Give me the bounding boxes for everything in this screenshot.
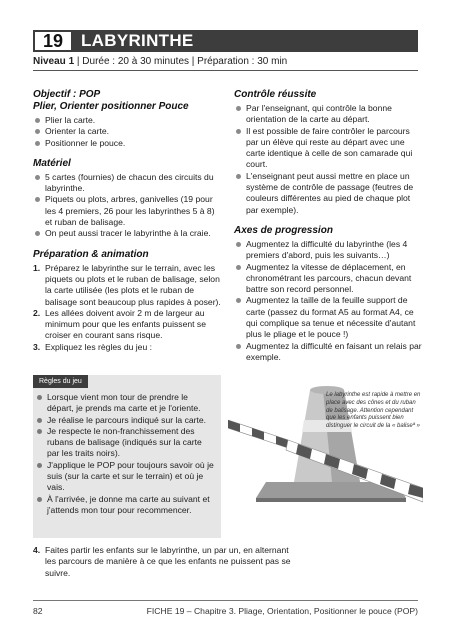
rules-box <box>33 375 221 538</box>
fiche-number: 19 <box>33 30 73 52</box>
step-text: Faites partir les enfants sur le labyrinthe, un par un, en alternant les parcours de manière à ce que les enfants ne puissent pas se suivre. <box>45 545 291 578</box>
objectif-subtitle: Plier, Orienter positionner Pouce <box>33 101 189 112</box>
right-column <box>234 89 422 363</box>
list-item: J'applique le POP pour toujours savoir où je suis (sur la carte et sur le terrain) et où je vais. <box>33 460 215 494</box>
footer-divider <box>33 600 418 601</box>
list-item: Augmentez la vitesse de déplacement, en chronométrant les parcours, chacun devant battre son record personnel. <box>234 262 422 296</box>
rules-label: Règles du jeu <box>33 375 88 388</box>
list-item: On peut aussi tracer le labyrinthe à la craie. <box>33 228 223 239</box>
list-item: À l'arrivée, je donne ma carte au suivant et j'attends mon tour pour recommencer. <box>33 494 215 517</box>
list-item: Positionner le pouce. <box>33 138 223 149</box>
rules-content <box>33 390 221 516</box>
list-item: Orienter la carte. <box>33 126 223 137</box>
materiel-title: Matériel <box>33 157 71 169</box>
list-item: Plier la carte. <box>33 115 223 126</box>
controle-list <box>234 103 422 216</box>
footer-chapter: FICHE 19 – Chapitre 3. Pliage, Orientation, Positionner le pouce (POP) <box>146 606 418 616</box>
preparation-steps-continued <box>33 545 293 579</box>
list-item: Je réalise le parcours indiqué sur la carte. <box>33 415 215 426</box>
level-label: Niveau 1 <box>33 56 75 67</box>
step-text: Expliquez les règles du jeu : <box>45 341 153 352</box>
progression-list <box>234 239 422 363</box>
illustration-caption: Le labyrinthe est rapide à mettre en place avec des cônes et du ruban de balisage. Attention cependant que les enfants puissent bien distinguer le circuit de la « baliseª » <box>326 392 421 430</box>
step-number: 4. <box>33 545 41 555</box>
left-column <box>33 89 223 353</box>
objectif-list <box>33 115 223 149</box>
preparation-title: Préparation & animation <box>33 248 149 260</box>
fiche-title: LABYRINTHE <box>81 31 194 50</box>
objectif-title: Objectif : POP <box>33 89 101 100</box>
step-number: 1. <box>33 262 41 273</box>
step-number: 3. <box>33 341 41 352</box>
list-item: Augmentez la difficulté en faisant un relais par exemple. <box>234 341 422 364</box>
list-item: Augmentez la difficulté du labyrinthe (les 4 premiers d'abord, puis les suivants…) <box>234 239 422 262</box>
progression-title: Axes de progression <box>234 224 333 236</box>
page-number: 82 <box>33 606 43 616</box>
fiche-header <box>33 30 418 52</box>
fiche-subheader <box>33 55 418 68</box>
step-text: Les allées doivent avoir 2 m de largeur au minimum pour que les enfants puissent se croiser en courant sans risque. <box>45 307 206 341</box>
step-item <box>33 263 223 308</box>
step-item <box>33 308 223 342</box>
controle-title: Contrôle réussite <box>234 89 317 100</box>
preparation-steps <box>33 263 223 353</box>
step-4 <box>33 543 293 579</box>
tape-back-icon <box>228 420 288 448</box>
list-item: Augmentez la taille de la feuille support de carte (passez du format A5 au format A4, ce qui complique sa tenue et nécessite d'autant plus le pliage et le pouce !) <box>234 295 422 340</box>
list-item: Il est possible de faire contrôler le parcours par un élève qui reste au départ avec une carte identique à celle de son camarade qui court. <box>234 126 422 171</box>
list-item: L'enseignant peut aussi mettre en place un système de contrôle de passage (feutres de couleurs différentes au pied de chaque plot par exemple). <box>234 171 422 216</box>
list-item: Par l'enseignant, qui contrôle la bonne orientation de la carte au départ. <box>234 103 422 126</box>
step-text: Préparez le labyrinthe sur le terrain, avec les piquets ou plots et le ruban de balisage, selon la carte utilisée (les plots et le ruban de balisage sont beaucoup plus rapides à poser). <box>45 262 221 307</box>
list-item: Je respecte le non-franchissement des rubans de balisage (indiqués sur la carte par les traits noirs). <box>33 426 215 460</box>
step-item <box>33 545 293 579</box>
rules-list <box>33 392 215 516</box>
materiel-list <box>33 172 223 240</box>
subheader-divider <box>33 70 418 71</box>
step-number: 2. <box>33 307 41 318</box>
list-item: Piquets ou plots, arbres, ganivelles (19 pour les 4 premiers, 26 pour les labyrinthes 5 à 8) et ruban de balisage. <box>33 194 223 228</box>
list-item: Lorsque vient mon tour de prendre le départ, je prends ma carte et je l'oriente. <box>33 392 215 415</box>
step-item <box>33 342 223 353</box>
duration-details: | Durée : 20 à 30 minutes | Préparation : 30 min <box>74 56 288 67</box>
list-item: 5 cartes (fournies) de chacun des circuits du labyrinthe. <box>33 172 223 195</box>
